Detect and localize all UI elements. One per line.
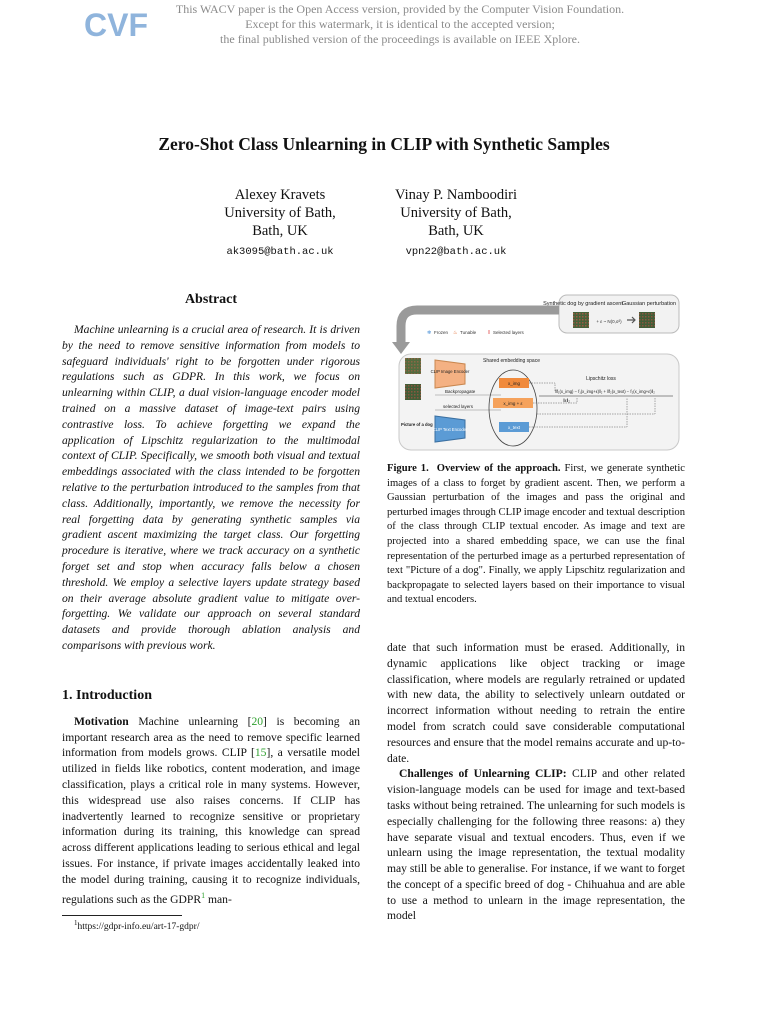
- cvf-logo: [84, 6, 148, 43]
- arrow-head-icon: [392, 342, 410, 354]
- legend-frozen: Frozen: [434, 330, 449, 335]
- paper-title: Zero-Shot Class Unlearning in CLIP with Synthetic Samples: [158, 134, 610, 154]
- gaussian-label: Gaussian perturbation: [621, 301, 677, 307]
- author-name: Alexey Kravets: [234, 187, 326, 203]
- perturbation-formula: + ε ~ N(0,σ²): [596, 319, 622, 324]
- figure-1-diagram: [387, 292, 685, 454]
- caption-text: First, we generate synthetic images of a class to forget by gradient ascent. Then, we perform a Gaussian perturbation of the images and pass the original and perturbed images through CLIP image encoder and textual description of the class through CLIP textual encoder. As image and text are projected into a shared embedding space, we can use the final representation of the perturbed image as a perturbed representation of text "Picture of a dog". Finally, we apply Lipschitz regularization and backpropagate to selected layers based on their importance to visual and textual encoders.: [387, 463, 685, 606]
- snowflake-icon: ❄: [427, 330, 432, 336]
- challenges-label: Challenges of Unlearning CLIP:: [399, 767, 567, 781]
- abstract-body: [62, 322, 360, 654]
- author-email[interactable]: ak3095@bath.ac.uk: [226, 246, 334, 258]
- svg-text:CVF: CVF: [84, 7, 148, 43]
- synthetic-label: Synthetic dog by gradient ascent: [543, 301, 623, 307]
- right-column: [387, 292, 685, 924]
- selected-layers-label: selected layers: [443, 404, 474, 409]
- loss-denominator: ‖ε‖₂: [563, 398, 570, 403]
- author-location: Bath, UK: [428, 223, 484, 239]
- footnote-divider: [62, 915, 182, 916]
- author-location: Bath, UK: [252, 223, 308, 239]
- clip-image-label: CLIP Image Encoder: [430, 369, 470, 374]
- clip-text-label: CLIP Text Encoder: [432, 427, 468, 432]
- flow-arrow: [401, 310, 559, 344]
- abstract-text: Machine unlearning is a crucial area of research. It is driven by the need to remove sensitive information from models to safeguard individuals' right to be forgotten under rigorous regulations such as GDPR. In this work, we focus on unlearning within CLIP, a dual vision-language encoder model trained on a massive dataset of image-text pairs using contrastive loss. To achieve forgetting we expand the application of Lipschitz regularization to the multimodal context of CLIP. Specifically, we smooth both visual and textual embeddings associated with the class intended to be forgotten relative to the perturbation introduced to the samples from that class. Additionally, importantly, we remove the necessity for real forgetting data by generating synthetic samples via gradient ascent maximizing the target class. Our forgetting procedure is iterative, where we track accuracy on a synthetic forget set and stop when accuracy falls below a chosen threshold. We employ a selective layers update strategy based on their average absolute gradient value to mitigate over-forgetting. We validate our approach on several standard datasets and provide thorough ablation analysis and comparisons with previous work.: [62, 323, 360, 652]
- continued-paragraph: date that such information must be erased. Additionally, in dynamic applications like object tracking or image classification, where models are regularly retrained or updated with new data, the ability to selectively unlearn outdated or incorrect information without needing to retrain the entire model from scratch could save considerable computational resources and ensure that the model remains accurate and up-to-date.: [387, 640, 685, 765]
- author-block-2: [356, 186, 556, 261]
- x-img-eps-label: x_img + ε: [503, 401, 523, 406]
- flame-icon: ♨: [453, 330, 458, 336]
- x-img-label: x_img: [507, 381, 521, 386]
- clip-image-encoder: [435, 360, 465, 388]
- footnote-url[interactable]: https://gdpr-info.eu/art-17-gdpr/: [77, 922, 200, 933]
- author-affiliation: University of Bath,: [224, 205, 336, 221]
- legend-tunable: Tunable: [460, 330, 477, 335]
- x-text-label: x_text: [507, 425, 521, 430]
- intro-paragraph: Motivation Machine unlearning [20] is becoming an important research area as the need to remove specific learned information from models grows. CLIP [15], a versatile model utilized in fields like robotics, content moderation, and image classification, plays a critical role in many systems. However, this widespread use also raises concerns. If CLIP has inadvertently learned to recognize sensitive or proprietary information during its training, this knowledge can spread across different applications leading to serious ethical and legal issues. For instance, if private images accidentally leaked into the model during training, causing it to recognize individuals, regulations such as the GDPR$^1$ man-: [62, 714, 360, 906]
- author-affiliation: University of Bath,: [400, 205, 512, 221]
- footnote-marker[interactable]: 1: [201, 890, 206, 900]
- watermark-line-3: the final published version of the proceedings is available on IEEE Xplore.: [220, 32, 580, 46]
- motivation-label: Motivation: [74, 714, 129, 728]
- legend-selected: Selected layers: [493, 330, 524, 335]
- author-name: Vinay P. Namboodiri: [395, 187, 517, 203]
- loss-formula: ‖f₁(x_img) − f₁(x_img+ε)‖₂ + ‖f₂(x_text) − f₂(x_img+ε)‖₂: [555, 389, 655, 394]
- section-heading-introduction: 1. Introduction: [62, 687, 152, 703]
- right-body: [387, 640, 685, 924]
- selected-layers-icon: ‖: [488, 330, 491, 336]
- author-email[interactable]: vpn22@bath.ac.uk: [405, 246, 507, 258]
- open-access-watermark: [150, 2, 650, 47]
- text-prompt: Picture of a dog: [401, 422, 433, 427]
- citation-link[interactable]: 15: [254, 746, 267, 760]
- caption-title: Overview of the approach.: [436, 463, 561, 474]
- left-column: [62, 292, 360, 932]
- backprop-label: Backpropagate: [445, 389, 476, 394]
- figure-label: Figure 1.: [387, 463, 429, 474]
- figure-1-caption: [387, 462, 685, 608]
- challenges-paragraph: Challenges of Unlearning CLIP: CLIP and other related vision-language models can be used for image and text-based tasks without being retrained. The unlearning for such models is especially challenging for the following three reasons: a) they have separate visual and textual encoders. Thus, even if we unlearn using the image representation, the textual modality may still be able to generalise. For instance, if we want to forget the concept of a specific breed of dog - Chihuahua and are able to use a method to unlearn in the image representation, the model: [387, 767, 685, 923]
- watermark-line-2: Except for this watermark, it is identical to the accepted version;: [245, 17, 555, 31]
- lipschitz-label: Lipschitz loss: [586, 376, 616, 382]
- author-block-1: [180, 186, 380, 261]
- watermark-line-1: This WACV paper is the Open Access version, provided by the Computer Vision Foundation.: [175, 2, 625, 16]
- abstract-heading: Abstract: [184, 292, 238, 307]
- intro-body: [62, 714, 360, 907]
- citation-link[interactable]: 20: [251, 714, 264, 728]
- shared-space-label: Shared embedding space: [483, 358, 540, 364]
- footnote: $^1$https://gdpr-info.eu/art-17-gdpr/: [74, 919, 200, 933]
